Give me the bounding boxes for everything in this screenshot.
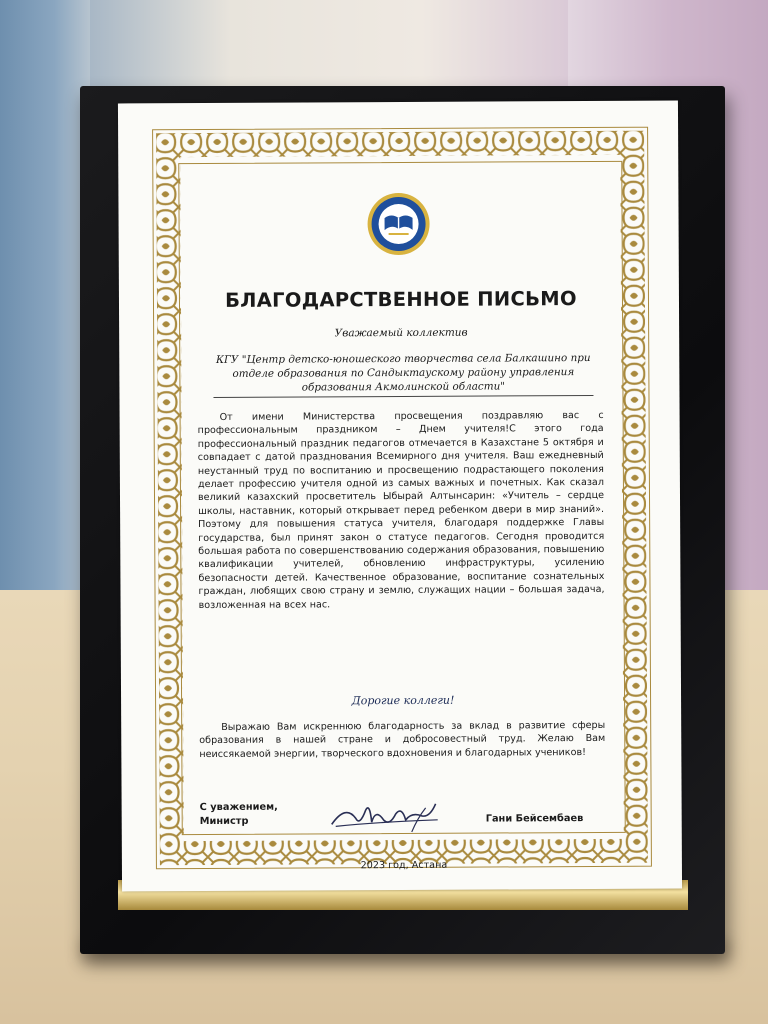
signoff-line-2: Министр bbox=[199, 815, 249, 828]
divider bbox=[213, 395, 593, 398]
signoff-line-1: С уважением, bbox=[199, 801, 278, 814]
letter-title: БЛАГОДАРСТВЕННОЕ ПИСЬМО bbox=[225, 287, 577, 312]
dear-colleagues: Дорогие коллеги! bbox=[351, 693, 455, 708]
letter-content bbox=[184, 163, 619, 872]
curtain-left bbox=[0, 0, 90, 610]
date-place: 2023 год, Астана bbox=[360, 859, 448, 872]
signoff bbox=[200, 800, 340, 829]
letter-paper bbox=[118, 101, 682, 892]
letter-body bbox=[198, 409, 605, 612]
paragraph-1: От имени Министерства просвещения поздравляю вас с профессиональным праздником – Днем учителя!С этого года профессиональный праздник педагогов отмечается в Казахстане 5 октября и совпадает с датой празднования Всемирного дня учителя. Ваш ежедневный неустанный труд по воспитанию и просвещению подрастающего поколения делает профессию учителя одной из самых важных и почетных. Как сказал великий казахский просветитель Ыбырай Алтынсарин: «Учитель – сердце школы, наставник, который открывает перед ребенком двери в мир знаний». Поэтому для повышения статуса учителя, благодаря поддержке Главы государства, был принят закон о статусе педагогов. Сегодня проводится большая работа по совершенствованию содержания образования, повышению квалификации учителей, обновлению инфраструктуры, усилению безопасности детей. Качественное образование, воспитание сознательных граждан, любящих свою страну и землю, служащих нации – большая задача, возложенная на всех нас. bbox=[197, 409, 605, 611]
recipient-organization: КГУ "Центр детско-юношеского творчества села Балкашино при отделе образования по Сандыктаускому району управления образования Акмолинской области" bbox=[215, 352, 591, 394]
paragraph-2: Выражаю Вам искреннюю благодарность за вклад в развитие сферы образования в нашей стране и добросовестный труд. Желаю Вам неиссякаемой энергии, творческого вдохновения и благодарных учеников! bbox=[199, 719, 606, 760]
ministry-emblem-icon bbox=[366, 192, 430, 256]
signature-icon bbox=[326, 796, 446, 837]
signer-name: Гани Бейсембаев bbox=[485, 813, 584, 825]
greeting: Уважаемый коллектив bbox=[334, 326, 468, 340]
